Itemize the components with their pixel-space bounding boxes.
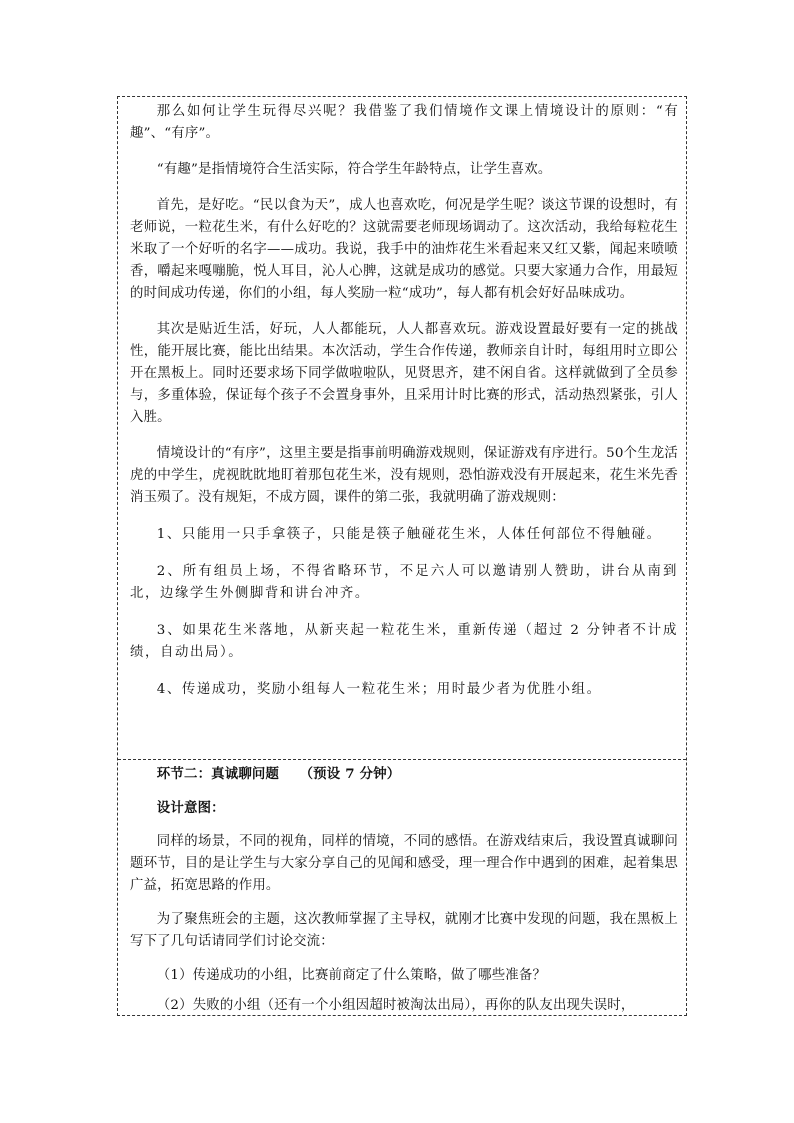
section-game-rules	[130, 101, 678, 701]
section-divider	[118, 759, 686, 760]
rule-item: 3、如果花生米落地，从新夹起一粒花生米，重新传递（超过 2 分钟者不计成绩，自动出局）。	[130, 623, 678, 660]
section-heading: 环节二：真诚聊问题 （预设 7 分钟）	[156, 766, 401, 782]
paragraph: 同样的场景，不同的视角，同样的情境，不同的感悟。在游戏结束后，我设置真诚聊问题环节，目的是让学生与大家分享自己的见闻和感受，理一理合作中遇到的困难，起着集思广益，拓宽思路的作用。	[130, 834, 678, 893]
question-item: （1）传递成功的小组，比赛前商定了什么策略，做了哪些准备？	[156, 968, 547, 983]
paragraph: 那么如何让学生玩得尽兴呢？我借鉴了我们情境作文课上情境设计的原则：“有趣”、“有序”。	[130, 104, 678, 141]
rule-item: 4、传递成功，奖励小组每人一粒花生米；用时最少者为优胜小组。	[156, 682, 602, 697]
rule-item: 2、所有组员上场，不得省略环节，不足六人可以邀请别人赞助，讲台从南到北，边缘学生外侧脚背和讲台冲齐。	[130, 564, 678, 601]
paragraph: 情境设计的“有序”，这里主要是指事前明确游戏规则，保证游戏有序进行。50个生龙活虎的中学生，虎视眈眈地盯着那包花生米，没有规则，恐怕游戏没有开展起来，花生米先香消玉殒了。没有规矩，不成方圆，课件的第二张，我就明确了游戏规则：	[130, 446, 678, 505]
paragraph: “有趣”是指情境符合生活实际，符合学生年龄特点，让学生喜欢。	[156, 162, 552, 177]
rule-item: 1、只能用一只手拿筷子，只能是筷子触碰花生米，人体任何部位不得触碰。	[156, 527, 662, 542]
paragraph: 为了聚焦班会的主题，这次教师掌握了主导权，就刚才比赛中发现的问题，我在黑板上写下了几句话请同学们讨论交流：	[130, 912, 678, 949]
content-table	[117, 96, 687, 1016]
section-discussion	[130, 763, 678, 1017]
paragraph: 首先，是好吃。“民以食为天”，成人也喜欢吃，何况是学生呢？谈这节课的设想时，有老师说，一粒花生米，有什么好吃的？这就需要老师现场调动了。这次活动，我给每粒花生米取了一个好听的名字——成功。我说，我手中的油炸花生米看起来又红又紫，闻起来喷喷香，嚼起来嘎嘣脆，悦人耳目，沁人心脾，这就是成功的感觉。只要大家通力合作，用最短的时间成功传递，你们的小组，每人奖励一粒“成功”，每人都有机会好好品味成功。	[130, 198, 678, 301]
design-intent-label: 设计意图：	[156, 800, 225, 816]
question-item: （2）失败的小组（还有一个小组因超时被淘汰出局），再你的队友出现失误时，	[156, 998, 635, 1013]
paragraph: 其次是贴近生活，好玩，人人都能玩，人人都喜欢玩。游戏设置最好要有一定的挑战性，能开展比赛，能比出结果。本次活动，学生合作传递，教师亲自计时，每组用时立即公开在黑板上。同时还要求场下同学做啦啦队，见贤思齐，建不闲自省。这样就做到了全员参与，多重体验，保证每个孩子不会置身事外，且采用计时比赛的形式，活动热烈紧张，引人入胜。	[130, 322, 678, 425]
